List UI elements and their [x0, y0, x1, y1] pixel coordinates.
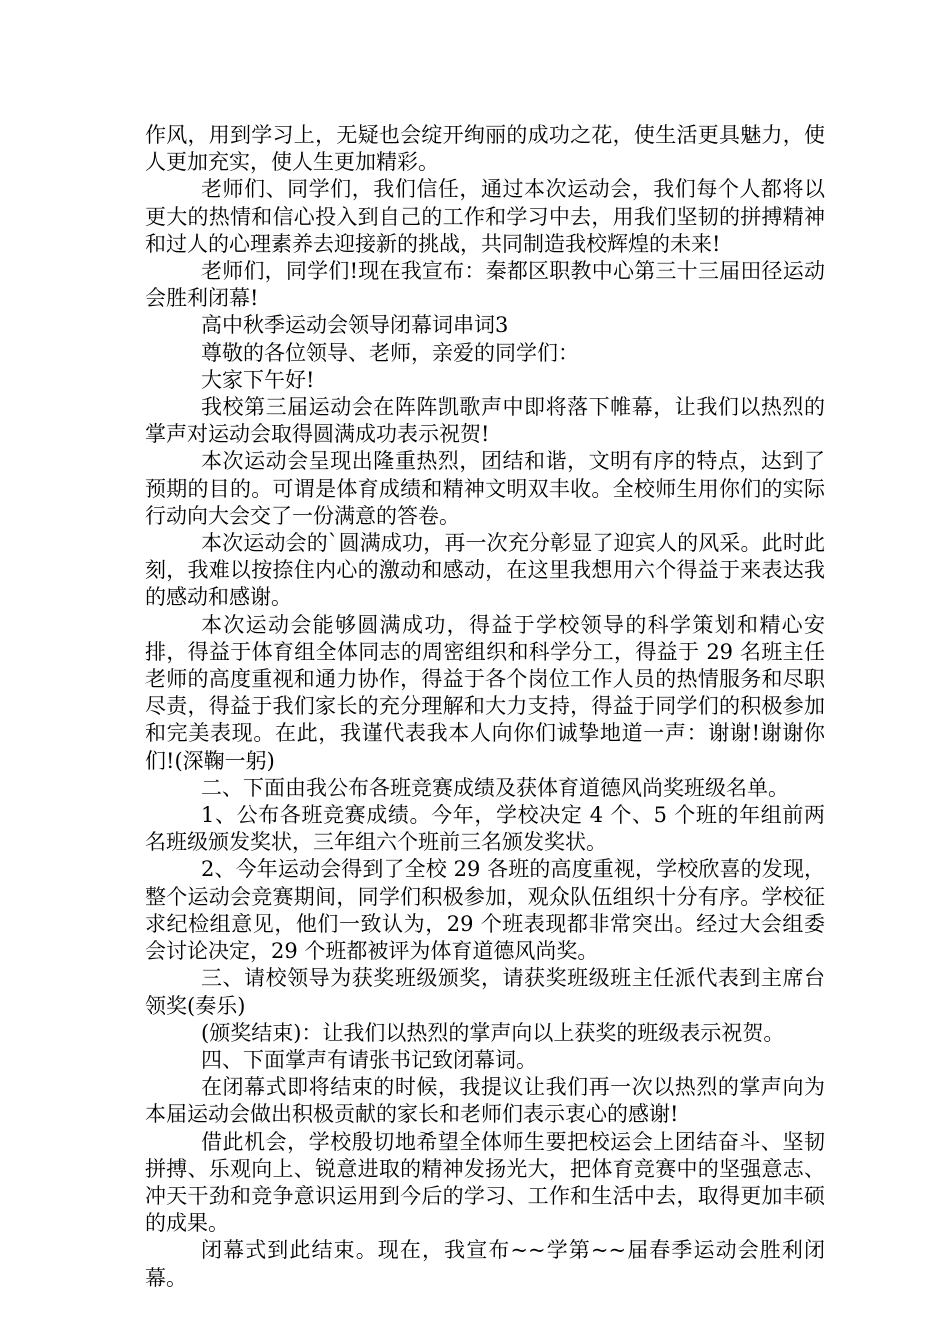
document-body: [145, 122, 825, 1292]
paragraph-hopes: 借此机会，学校殷切地希望全体师生要把校运会上团结奋斗、坚韧拼搏、乐观向上、锐意进取的精神发扬光大，把体育竞赛中的坚强意志、冲天干劲和竞争意识运用到今后的学习、工作和生活中去，取得更加丰硕的成果。: [145, 1129, 825, 1236]
paragraph-results: 1、公布各班竞赛成绩。今年，学校决定 4 个、5 个班的年组前两名班级颁发奖状，三年组六个班前三名颁发奖状。: [145, 803, 825, 855]
paragraph-success: 本次运动会的`圆满成功，再一次充分彰显了迎宾人的风采。此时此刻，我难以按捺住内心的激动和感动，在这里我想用六个得益于来表达我的感动和感谢。: [145, 531, 825, 610]
section-heading: 高中秋季运动会领导闭幕词串词3: [201, 313, 509, 338]
paragraph-gratitude: 在闭幕式即将结束的时候，我提议让我们再一次以热烈的掌声向为本届运动会做出积极贡献的家长和老师们表示衷心的感谢!: [145, 1075, 825, 1127]
paragraph-sportsmanship: 2、今年运动会得到了全校 29 各班的高度重视，学校欣喜的发现，整个运动会竞赛期间，同学们积极参加，观众队伍组织十分有序。学校征求纪检组意见，他们一致认为，29 个班表现都非常突出。经过大会组委会讨论决定，29 个班都被评为体育道德风尚奖。: [145, 857, 825, 964]
paragraph-hope: 老师们、同学们，我们信任，通过本次运动会，我们每个人都将以更大的热情和信心投入到自己的工作和学习中去，用我们坚韧的拼搏精神和过人的心理素养去迎接新的挑战，共同制造我校辉煌的未来!: [145, 177, 825, 256]
paragraph-item-three: 三、请校领导为获奖班级颁奖，请获奖班级班主任派代表到主席台领奖(奏乐): [145, 966, 825, 1018]
salutation: 尊敬的各位领导、老师，亲爱的同学们：: [201, 340, 579, 365]
paragraph-congratulations: 我校第三届运动会在阵阵凯歌声中即将落下帷幕，让我们以热烈的掌声对运动会取得圆满成功表示祝贺!: [145, 395, 825, 447]
paragraph-item-four: 四、下面掌声有请张书记致闭幕词。: [201, 1047, 537, 1072]
paragraph-final: 闭幕式到此结束。现在，我宣布~~学第~~届春季运动会胜利闭幕。: [145, 1238, 825, 1290]
paragraph-continuation: 作风，用到学习上，无疑也会绽开绚丽的成功之花，使生活更具魅力，使人更加充实，使人生更加精彩。: [145, 123, 825, 175]
paragraph-closing-announcement: 老师们，同学们!现在我宣布：秦都区职教中心第三十三届田径运动会胜利闭幕!: [145, 259, 825, 311]
paragraph-characteristics: 本次运动会呈现出隆重热烈，团结和谐，文明有序的特点，达到了预期的目的。可谓是体育成绩和精神文明双丰收。全校师生用你们的实际行动向大会交了一份满意的答卷。: [145, 449, 825, 528]
paragraph-item-two: 二、下面由我公布各班竞赛成绩及获体育道德风尚奖班级名单。: [201, 775, 789, 800]
greeting: 大家下午好!: [201, 367, 315, 392]
paragraph-thanks: 本次运动会能够圆满成功，得益于学校领导的科学策划和精心安排，得益于体育组全体同志的周密组织和科学分工，得益于 29 名班主任老师的高度重视和通力协作，得益于各个岗位工作人员的热情服务和尽职尽责，得益于我们家长的充分理解和大力支持，得益于同学们的积极参加和完美表现。在此，我谨代表我本人向你们诚挚地道一声：谢谢!谢谢你们!(深鞠一躬): [145, 612, 825, 773]
paragraph-award-end: (颁奖结束)：让我们以热烈的掌声向以上获奖的班级表示祝贺。: [201, 1020, 785, 1045]
